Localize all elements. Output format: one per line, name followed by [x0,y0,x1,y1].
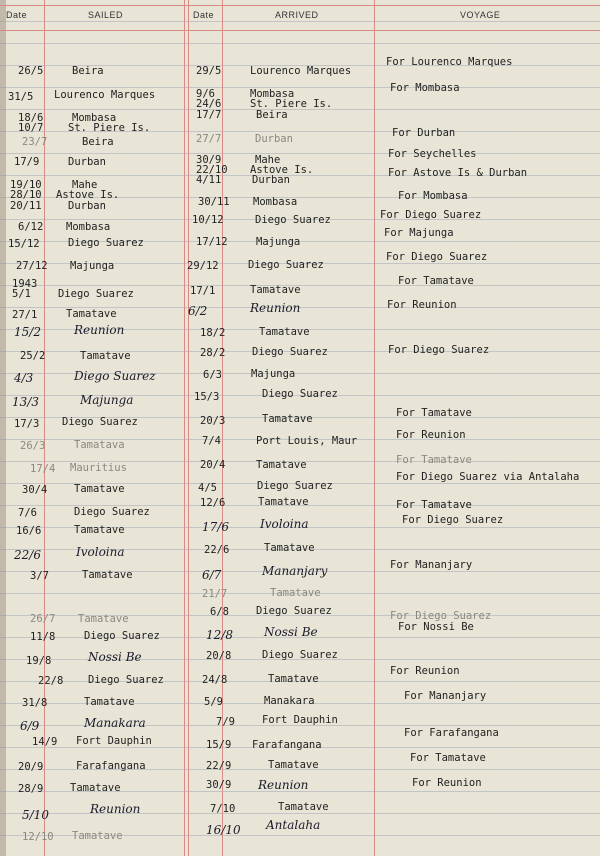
arrive-port: Durban [255,133,293,145]
voyage-entry: For Diego Suarez [402,514,504,526]
sail-date: 26/5 [18,65,44,77]
arrive-date: 18/2 [200,327,226,339]
arrive-port: Tamatave [270,587,321,599]
voyage-entry: For Diego Suarez [386,251,488,263]
arrive-port: Durban [252,174,290,186]
arrive-port: Port Louis, Maur [256,435,358,447]
arrive-port: Reunion [258,778,309,792]
arrive-date: 15/9 [206,739,232,751]
voyage-entry: For Tamatave [396,407,472,419]
arrive-date: 30/9 [196,154,222,166]
arrive-date: 6/7 [202,568,222,582]
arrive-date: 24/6 [196,98,222,110]
sail-port: Beira [72,65,104,77]
sail-port: Reunion [74,323,125,337]
arrive-date: 7/4 [202,435,221,447]
arrive-date: 30/11 [198,196,230,208]
sail-port: Mahe [72,179,98,191]
voyage-entry: For Astove Is & Durban [388,167,528,179]
sail-port: Mombasa [66,221,111,233]
voyage-entry: For Diego Suarez [390,610,492,622]
arrive-date: 10/12 [192,214,224,226]
arrive-date: 17/12 [196,236,228,248]
sail-port: Tamatave [78,613,129,625]
arrive-port: Diego Suarez [256,605,332,617]
sail-port: Tamatave [80,350,131,362]
sail-port: Manakara [84,716,146,730]
header-voyage: VOYAGE [460,10,501,20]
sail-port: Mombasa [72,112,117,124]
arrive-port: St. Piere Is. [250,98,333,110]
sail-port: Ivoloina [76,545,125,559]
arrive-port: Lourenco Marques [250,65,352,77]
sail-date: 3/7 [30,570,49,582]
voyage-entry: For Mananjary [390,559,473,571]
arrive-port: Nossi Be [264,625,318,639]
sail-port: Tamatave [82,569,133,581]
arrive-date: 22/6 [204,544,230,556]
arrive-date: 17/7 [196,109,222,121]
arrive-date: 30/9 [206,779,232,791]
header-date-sailed: Date [6,10,28,20]
sail-date: 25/2 [20,350,46,362]
arrive-port: Diego Suarez [262,649,338,661]
voyage-entry: For Tamatave [396,499,472,511]
arrive-date: 22/10 [196,164,228,176]
sail-date: 31/8 [22,697,48,709]
arrive-port: Fort Dauphin [262,714,338,726]
sail-date: 17/9 [14,156,40,168]
arrive-port: Diego Suarez [248,259,324,271]
sail-port: Tamatave [66,308,117,320]
voyage-entry: For Reunion [390,665,460,677]
sail-port: Durban [68,156,106,168]
arrive-port: Diego Suarez [252,346,328,358]
sail-port: Reunion [90,802,141,816]
sail-date: 11/8 [30,631,56,643]
arrive-date: 24/8 [202,674,228,686]
arrive-port: Astove Is. [250,164,314,176]
sail-date: 15/2 [14,325,41,339]
voyage-entry: For Mananjary [404,690,487,702]
sail-port: Astove Is. [56,189,120,201]
sail-date: 19/8 [26,655,52,667]
arrive-port: Tamatave [250,284,301,296]
arrive-date: 6/8 [210,606,229,618]
sail-date: 17/3 [14,418,40,430]
arrive-port: Majunga [256,236,301,248]
voyage-entry: For Mombasa [398,190,468,202]
voyage-entry: For Diego Suarez [388,344,490,356]
arrive-port: Farafangana [252,739,322,751]
sail-date: 22/6 [14,548,41,562]
sail-port: Diego Suarez [58,288,134,300]
arrive-date: 16/10 [206,823,241,837]
arrive-date: 6/3 [203,369,222,381]
sail-date: 16/6 [16,525,42,537]
column-rule [374,0,375,856]
sail-port: Tamatave [74,483,125,495]
arrive-port: Ivoloina [260,517,309,531]
arrive-port: Majunga [251,368,296,380]
sail-port: Mauritius [70,462,127,474]
sail-date: 13/3 [12,395,39,409]
sail-date: 26/7 [30,613,56,625]
sail-date: 4/3 [14,371,34,385]
voyage-entry: For Reunion [412,777,482,789]
voyage-entry: For Tamatave [398,275,474,287]
column-rule [44,0,45,856]
arrive-port: Manakara [264,695,315,707]
voyage-entry: For Durban [392,127,456,139]
arrive-date: 4/11 [196,174,222,186]
arrive-port: Diego Suarez [255,214,331,226]
arrive-port: Beira [256,109,288,121]
arrive-port: Mombasa [250,88,295,100]
arrive-port: Reunion [250,301,301,315]
arrive-date: 28/2 [200,347,226,359]
voyage-entry: For Reunion [396,429,466,441]
arrive-date: 29/12 [187,260,219,272]
sail-port: Farafangana [76,760,146,772]
sail-date: 5/10 [22,808,49,822]
sail-date: 27/12 [16,260,48,272]
sail-date: 10/7 [18,122,44,134]
sail-port: Diego Suarez [84,630,160,642]
voyage-entry: For Tamatave [410,752,486,764]
sail-port: St. Piere Is. [68,122,151,134]
sail-port: Diego Suarez [74,506,150,518]
sail-port: Diego Suarez [62,416,138,428]
arrive-port: Mahe [255,154,281,166]
sail-date: 28/9 [18,783,44,795]
voyage-entry: For Mombasa [390,82,460,94]
column-rule [188,0,189,856]
sail-port: Diego Suarez [88,674,164,686]
sail-port: Diego Suarez [68,237,144,249]
arrive-date: 5/9 [204,696,223,708]
sail-date: 6/9 [20,719,40,733]
header-date-arrived: Date [193,10,215,20]
arrive-date: 20/8 [206,650,232,662]
sail-port: Majunga [70,260,115,272]
arrive-date: 6/2 [188,304,208,318]
arrive-date: 21/7 [202,588,228,600]
sail-port: Diego Suarez [74,369,156,383]
sail-date: 30/4 [22,484,48,496]
voyage-entry: For Tamatave [396,454,472,466]
sail-date: 12/10 [22,831,54,843]
column-rule [184,0,185,856]
sail-date: 23/7 [22,136,48,148]
sail-date: 7/6 [18,507,37,519]
voyage-entry: For Lourenco Marques [386,56,513,68]
sail-port: Durban [68,200,106,212]
header-arrived: ARRIVED [275,10,319,20]
arrive-port: Diego Suarez [262,388,338,400]
arrive-port: Tamatave [259,326,310,338]
arrive-port: Tamatave [262,413,313,425]
sail-port: Tamatave [70,782,121,794]
arrive-date: 22/9 [206,760,232,772]
arrive-date: 17/6 [202,520,229,534]
header-rule [0,30,600,31]
sail-port: Majunga [80,393,134,407]
arrive-port: Diego Suarez [257,480,333,492]
arrive-port: Tamatave [268,673,319,685]
arrive-date: 9/6 [196,88,215,100]
page-left-edge-shadow [0,0,6,856]
sail-port: Tamatave [74,524,125,536]
arrive-port: Tamatave [264,542,315,554]
arrive-port: Antalaha [266,818,321,832]
sail-port: Tamatava [74,439,125,451]
sail-date: 19/10 [10,179,42,191]
sail-date: 15/12 [8,238,40,250]
arrive-date: 27/7 [196,133,222,145]
sail-port: Tamatave [72,830,123,842]
arrive-port: Tamatave [258,496,309,508]
arrive-date: 15/3 [194,391,220,403]
sail-date: 28/10 [10,189,42,201]
voyage-entry: For Reunion [387,299,457,311]
sail-port: Tamatave [84,696,135,708]
arrive-date: 7/10 [210,803,236,815]
voyage-entry: For Diego Suarez [380,209,482,221]
header-rule [0,5,600,6]
arrive-port: Mombasa [253,196,298,208]
sail-date: 18/6 [18,112,44,124]
arrive-port: Tamatave [256,459,307,471]
sail-port: Fort Dauphin [76,735,152,747]
sail-port: Lourenco Marques [54,89,156,101]
voyage-entry: For Seychelles [388,148,477,160]
voyage-entry: For Majunga [384,227,454,239]
sail-date: 14/9 [32,736,58,748]
sail-port: Nossi Be [88,650,142,664]
sail-port: Beira [82,136,114,148]
sail-date: 26/3 [20,440,46,452]
voyage-entry: For Farafangana [404,727,499,739]
voyage-entry: For Nossi Be [398,621,474,633]
arrive-date: 29/5 [196,65,222,77]
sail-date: 31/5 [8,91,34,103]
arrive-port: Mananjary [262,564,328,578]
arrive-date: 12/6 [200,497,226,509]
sail-date: 6/12 [18,221,44,233]
header-sailed: SAILED [88,10,124,20]
sail-date: 20/11 [10,200,42,212]
arrive-date: 4/5 [198,482,217,494]
arrive-date: 20/4 [200,459,226,471]
sail-date: 20/9 [18,761,44,773]
voyage-entry: For Diego Suarez via Antalaha [396,471,580,483]
year-marker: 1943 [12,278,38,290]
arrive-date: 12/8 [206,628,233,642]
arrive-date: 17/1 [190,285,216,297]
arrive-date: 7/9 [216,716,235,728]
sail-date: 5/1 [12,288,31,300]
sail-date: 22/8 [38,675,64,687]
arrive-date: 20/3 [200,415,226,427]
sail-date: 17/4 [30,463,56,475]
sail-date: 27/1 [12,309,38,321]
arrive-port: Tamatave [278,801,329,813]
arrive-port: Tamatave [268,759,319,771]
